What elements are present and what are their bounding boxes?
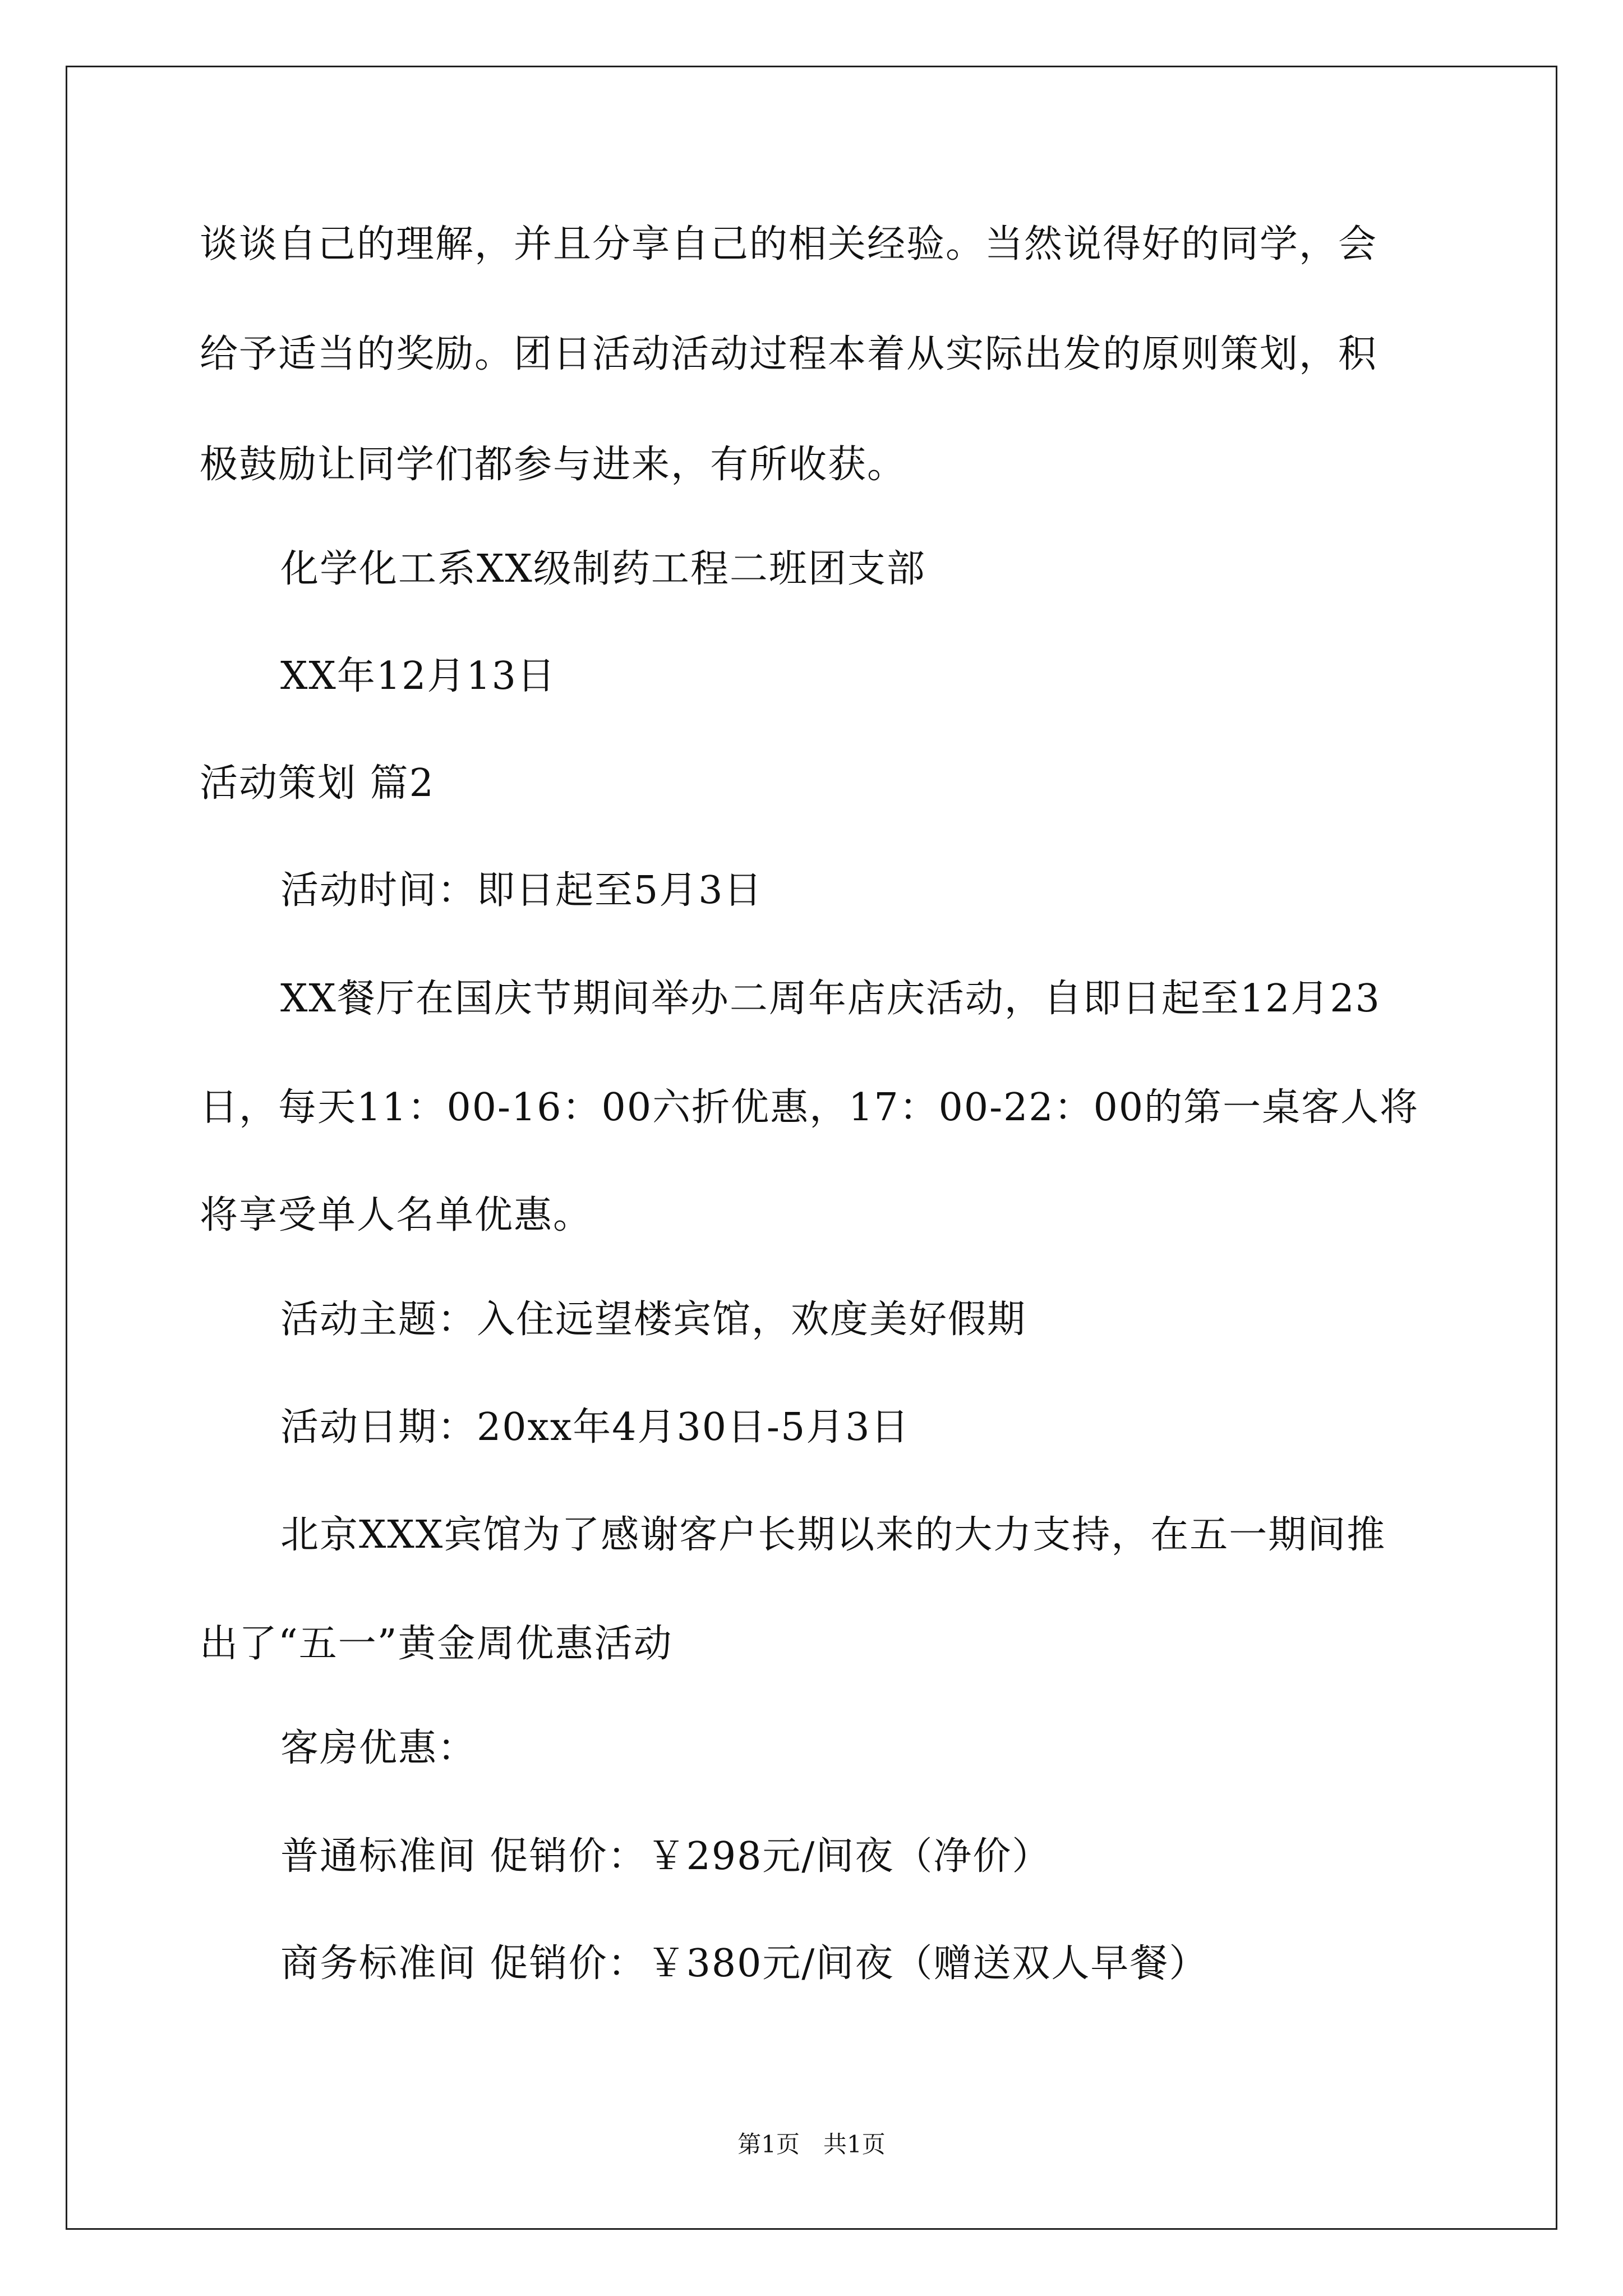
paragraph-line: 活动时间：即日起至5月3日 [280,868,763,913]
paragraph-line: 日，每天11：00-16：00六折优惠，17：00-22：00的第一桌客人将 [200,1085,1419,1130]
paragraph-line: 活动日期：20xx年4月30日-5月3日 [280,1405,910,1450]
paragraph-line: 给予适当的奖励。团日活动活动过程本着从实际出发的原则策划，积 [200,332,1378,376]
section-heading: 活动策划 篇2 [200,761,435,806]
paragraph-line: 极鼓励让同学们都参与进来，有所收获。 [200,443,907,487]
signature-org: 化学化工系XX级制药工程二班团支部 [280,547,926,591]
page-footer: 第1页 共1页 [737,2131,886,2158]
paragraph-line: 活动主题：入住远望楼宾馆，欢度美好假期 [280,1297,1027,1342]
paragraph-line: XX餐厅在国庆节期间举办二周年店庆活动，自即日起至12月23 [280,977,1381,1021]
paragraph-line: 客房优惠： [280,1726,477,1770]
price-line: 商务标准间 促销价：￥380元/间夜（赠送双人早餐） [280,1941,1209,1986]
paragraph-line: 出了“五一”黄金周优惠活动 [200,1622,673,1666]
signature-date: XX年12月13日 [280,654,556,698]
page-border [66,66,1557,2230]
paragraph-line: 谈谈自己的理解，并且分享自己的相关经验。当然说得好的同学，会 [200,222,1378,266]
price-line: 普通标准间 促销价：￥298元/间夜（净价） [280,1834,1052,1879]
paragraph-line: 北京XXX宾馆为了感谢客户长期以来的大力支持，在五一期间推 [280,1513,1386,1557]
paragraph-line: 将享受单人名单优惠。 [200,1193,593,1237]
